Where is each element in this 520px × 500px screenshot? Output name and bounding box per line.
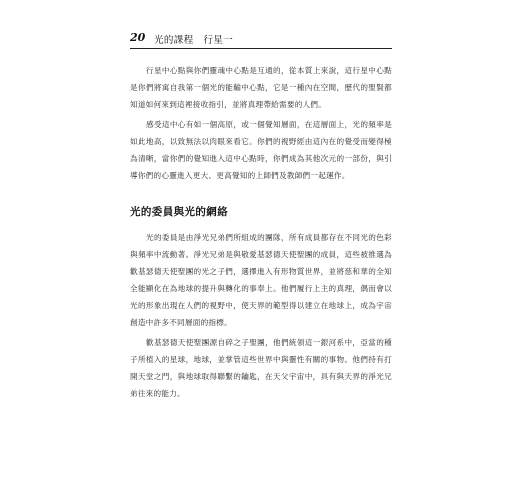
- body-paragraph: 光的委員是由淨光兄弟們所組成的團隊，所有成員都存在不同光的色彩與頻率中流動著。淨光兄弟是與敬愛基瑟德天使聖團的成員，這些被推選為歡基瑟德天使聖團的光之子們，選擇進入有形物質世界，並將慈和華的全知全能顯化在為地球的提升與轉化的事奉上。他們履行上主的真理，偶而會以光的形象出現在人們的視野中，使天界的範型得以建立在地球上，成為宇宙創造中許多不同層面的指標。: [130, 233, 392, 327]
- page-body: [130, 62, 392, 402]
- running-header-title: 光的課程 行星一: [154, 35, 234, 46]
- running-header: [130, 28, 392, 49]
- body-paragraph: 感受這中心有如一個高原，或一個覺知層面，在這層面上，光的頻率是如此地高，以致無法以肉眼來看它。你們的視野經由這內在的覺受而變得極為清晰，當你們的覺知進入這中心點時，你們成為其他次元的一部份，與引導你們的心靈進入更大、更高覺知的上師們及教師們一起運作。: [130, 120, 392, 180]
- body-paragraph: 歡基瑟德天使聖團源自碎之子聖團，他們統領這一銀河系中，亞當的種子所植入的星球，地球，並掌管這些世界中與靈性有關的事物。他們持有打開天堂之門，與地球取得聯繫的鑰匙，在天父宇宙中，具有與天界的淨光兄弟往來的能力。: [130, 338, 392, 398]
- section-heading: 光的委員與光的網絡: [130, 206, 229, 218]
- page-number: 20: [130, 31, 146, 44]
- section-body: [130, 229, 392, 402]
- body-paragraph: 行星中心點與你們靈魂中心點是互通的，從本質上來說，這行星中心點是你們將寓自我第一個光的能輸中心點，它是一種內在空間，歷代的聖賢都知道如何來到這裡接收指引，並將真理帶給需要的人們。: [130, 66, 392, 109]
